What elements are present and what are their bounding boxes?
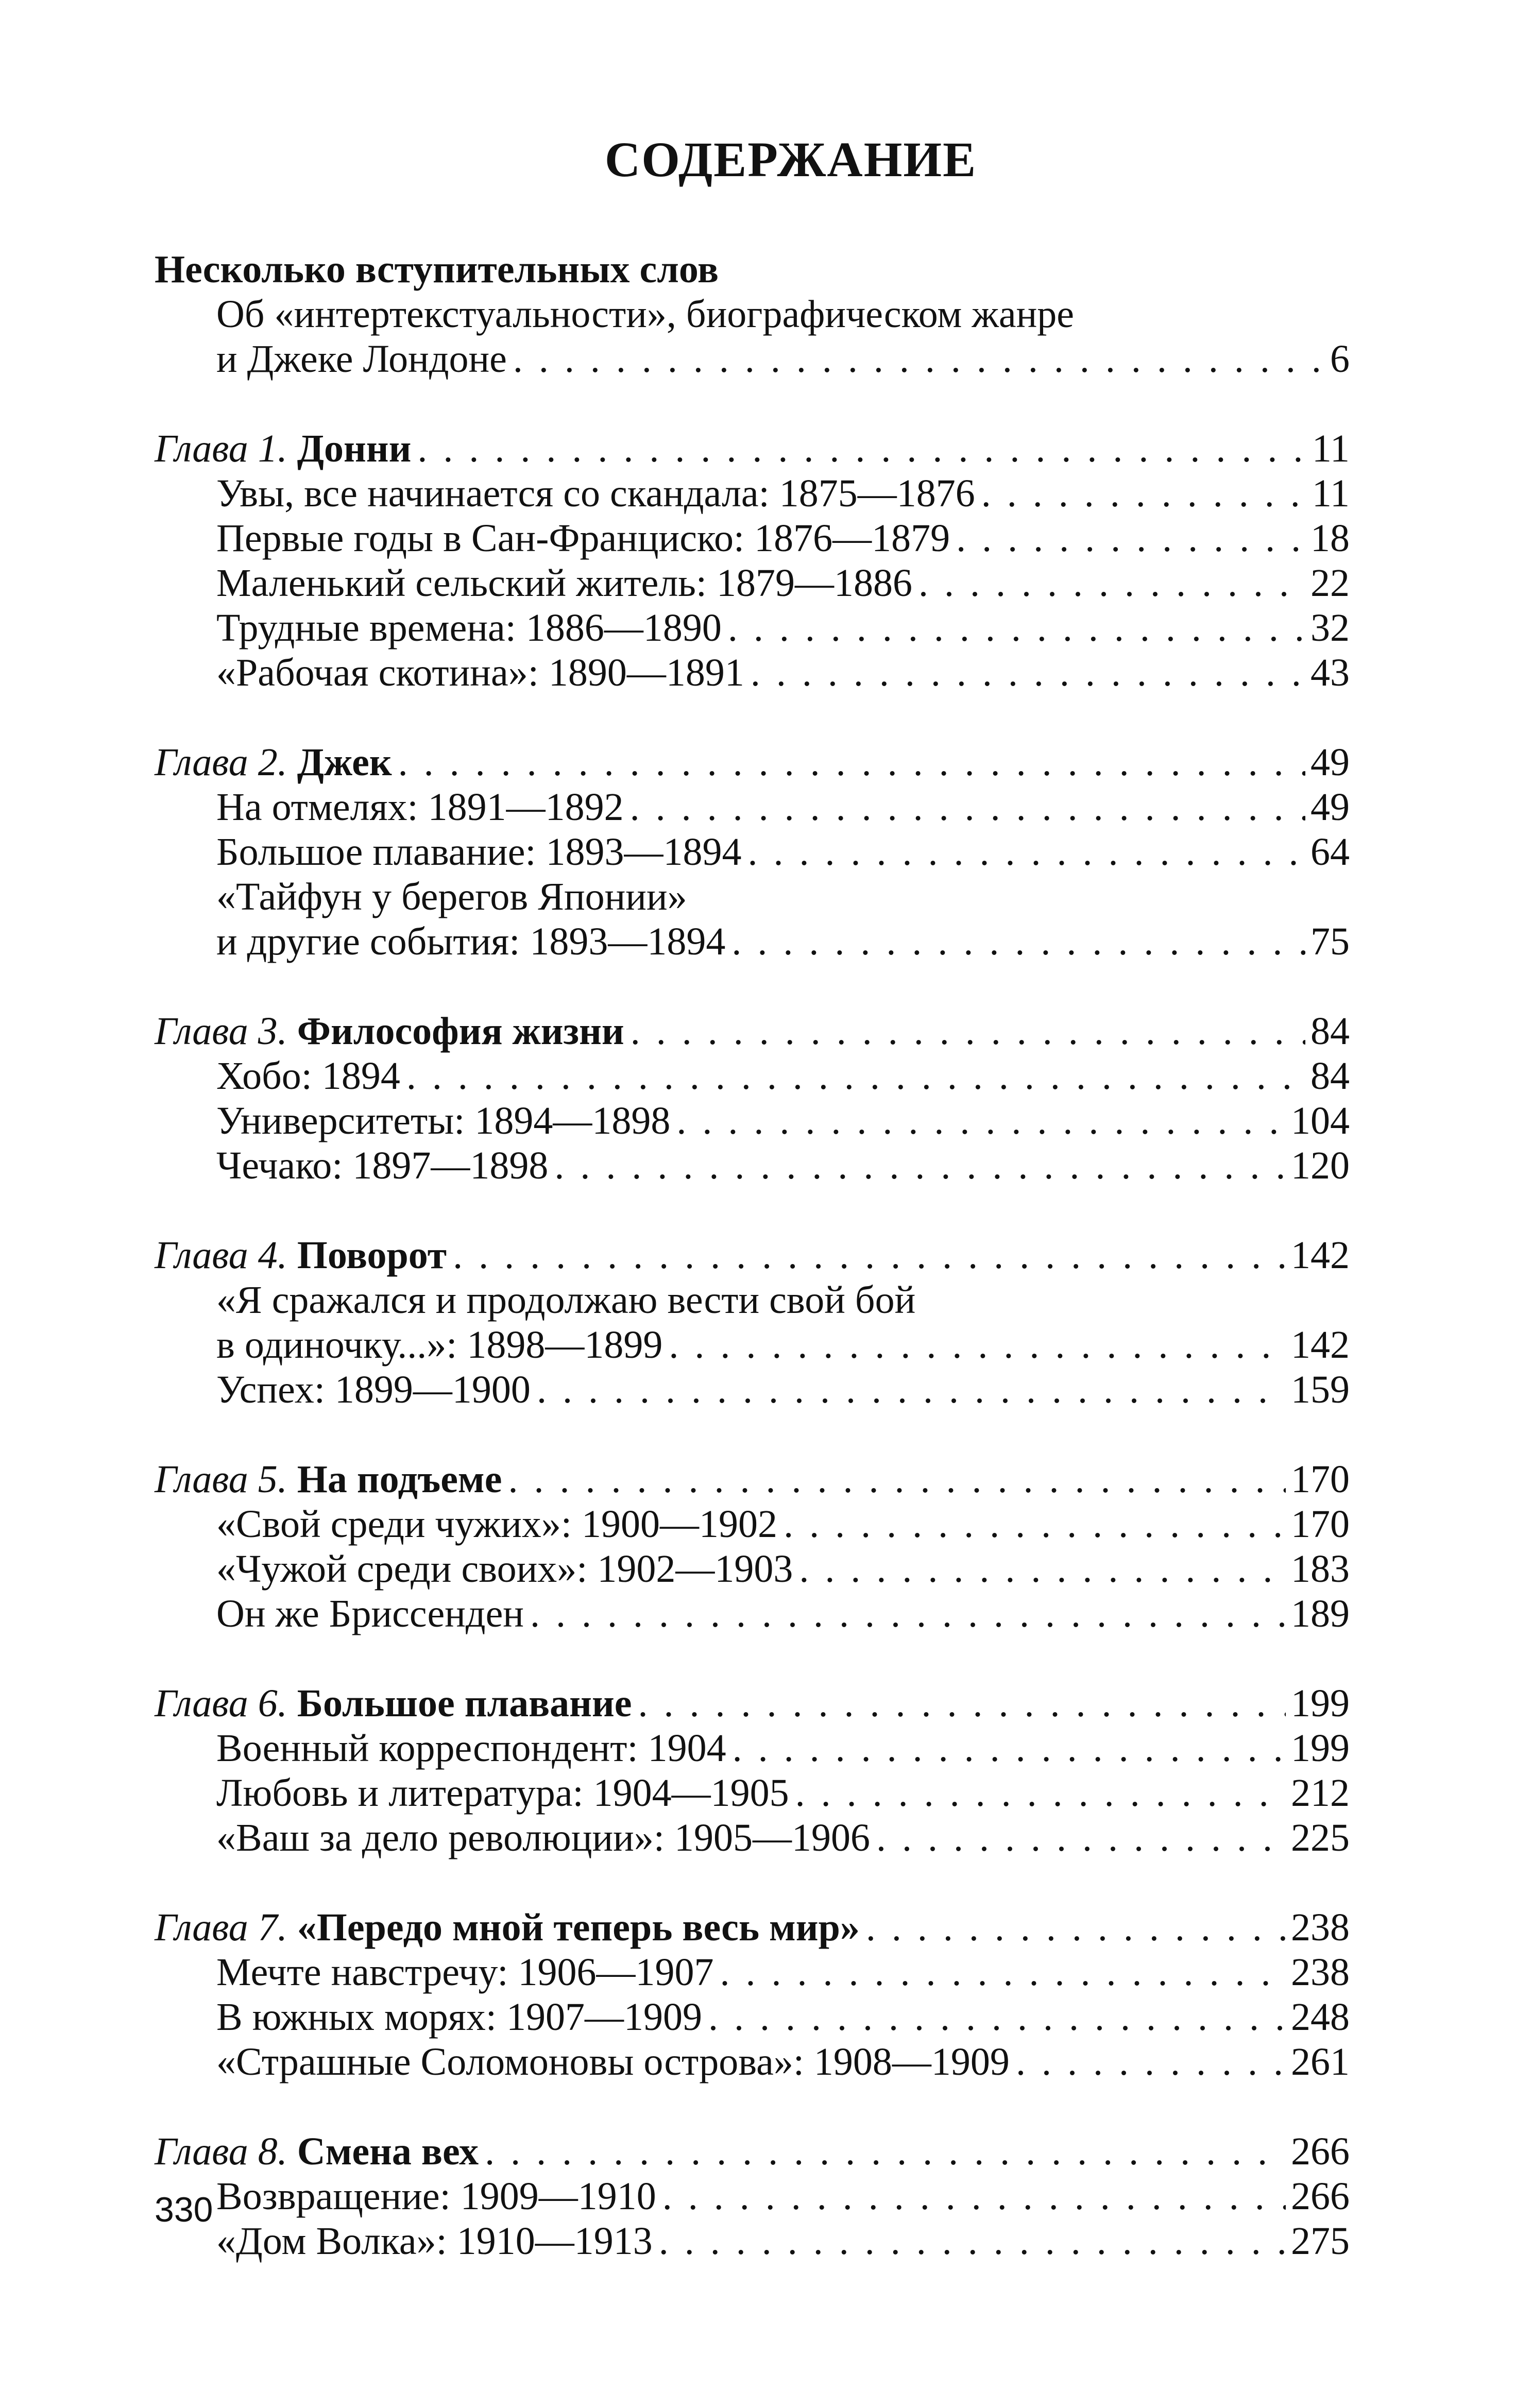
toc-entry-title: «Страшные Соломоновы острова»: 1908—1909 xyxy=(216,2040,1010,2083)
page-ref: 159 xyxy=(1291,1368,1350,1411)
toc-entry-row[interactable] xyxy=(155,1816,1350,1860)
dot-leader xyxy=(453,1233,1286,1278)
page-ref: 170 xyxy=(1291,1502,1350,1546)
page-ref: 6 xyxy=(1330,337,1350,381)
chapter-heading xyxy=(155,1681,632,1726)
section-gap xyxy=(155,964,1350,1009)
dot-leader xyxy=(956,516,1305,561)
page-ref: 261 xyxy=(1291,2040,1350,2083)
page-ref: 189 xyxy=(1291,1592,1350,1635)
chapter-heading xyxy=(155,2129,479,2174)
toc-entry-title: и другие события: 1893—1894 xyxy=(216,920,726,963)
toc-entry-row[interactable] xyxy=(155,1323,1350,1368)
toc-entry-title: Любовь и литература: 1904—1905 xyxy=(216,1771,789,1815)
dot-leader xyxy=(631,1009,1305,1054)
chapter-title: Поворот xyxy=(297,1234,447,1277)
page-ref: 225 xyxy=(1291,1816,1350,1859)
dot-leader xyxy=(417,426,1306,471)
page-ref: 84 xyxy=(1310,1010,1350,1053)
toc-entry-title: Возвращение: 1909—1910 xyxy=(216,2175,656,2218)
dot-leader xyxy=(751,651,1305,695)
chapter-heading-row[interactable] xyxy=(155,1905,1350,1950)
toc-entry-row[interactable] xyxy=(155,606,1350,651)
page-title: СОДЕРЖАНИЕ xyxy=(604,132,977,187)
dot-leader xyxy=(508,1457,1286,1502)
chapter-heading-row[interactable] xyxy=(155,1233,1350,1278)
page-ref: 120 xyxy=(1291,1144,1350,1187)
toc-page xyxy=(155,129,1350,2264)
toc-entry-row[interactable] xyxy=(155,1099,1350,1143)
page-ref: 49 xyxy=(1310,785,1350,829)
page-ref: 142 xyxy=(1291,1234,1350,1277)
toc-entry-row[interactable] xyxy=(155,1592,1350,1636)
dot-leader xyxy=(720,1950,1286,1995)
page-ref: 248 xyxy=(1291,1995,1350,2039)
toc-entry-title: Он же Бриссенден xyxy=(216,1592,524,1635)
toc-entry-row[interactable] xyxy=(155,1502,1350,1547)
toc-entry-row[interactable] xyxy=(155,1771,1350,1816)
page-ref: 43 xyxy=(1310,651,1350,694)
page-ref: 32 xyxy=(1310,606,1350,650)
toc-entry-title: Чечако: 1897—1898 xyxy=(216,1144,549,1187)
page-ref: 11 xyxy=(1312,427,1350,470)
dot-leader xyxy=(676,1099,1286,1143)
toc-entry-title: «Чужой среди своих»: 1902—1903 xyxy=(216,1547,793,1591)
page-ref: 275 xyxy=(1291,2219,1350,2263)
toc-entry-row[interactable] xyxy=(155,1368,1350,1412)
chapter-title: На подъеме xyxy=(297,1458,502,1501)
chapter-label: Глава 2. xyxy=(155,741,287,784)
dot-leader xyxy=(981,471,1307,516)
section-gap xyxy=(155,2085,1350,2129)
dot-leader xyxy=(485,2129,1286,2174)
toc-entry-title: Хобо: 1894 xyxy=(216,1054,400,1098)
toc-entry-row[interactable] xyxy=(155,1054,1350,1099)
chapter-label: Глава 4. xyxy=(155,1234,287,1277)
chapter-label: Глава 3. xyxy=(155,1010,287,1053)
chapter-label: Глава 6. xyxy=(155,1682,287,1725)
dot-leader xyxy=(733,1726,1286,1771)
page-ref: 22 xyxy=(1310,561,1350,605)
chapter-label: Глава 7. xyxy=(155,1906,287,1949)
dot-leader xyxy=(748,830,1305,875)
chapter-heading xyxy=(155,426,411,471)
page-ref: 199 xyxy=(1291,1727,1350,1770)
page-ref: 170 xyxy=(1291,1458,1350,1501)
chapter-heading-row[interactable] xyxy=(155,426,1350,471)
chapter-heading xyxy=(155,1233,447,1278)
toc-entry-title: На отмелях: 1891—1892 xyxy=(216,785,624,829)
chapter-title: Большое плавание xyxy=(297,1682,632,1725)
page-ref: 212 xyxy=(1291,1771,1350,1815)
dot-leader xyxy=(554,1143,1286,1188)
page-ref: 238 xyxy=(1291,1906,1350,1949)
dot-leader xyxy=(918,561,1305,606)
toc-entry-row[interactable] xyxy=(155,2040,1350,2085)
toc-entry-title: В южных морях: 1907—1909 xyxy=(216,1995,702,2039)
section-gap xyxy=(155,1412,1350,1457)
toc-entry-title: Увы, все начинается со скандала: 1875—1876 xyxy=(216,472,975,515)
toc-entry-title: «Дом Волка»: 1910—1913 xyxy=(216,2219,653,2263)
toc-entry-title: «Ваш за дело революции»: 1905—1906 xyxy=(216,1816,870,1859)
chapter-heading-row[interactable] xyxy=(155,740,1350,785)
section-gap xyxy=(155,382,1350,426)
chapter-title: Джек xyxy=(297,741,392,784)
intro-subtitle-row[interactable] xyxy=(155,292,1350,337)
table-of-contents xyxy=(155,247,1350,2264)
toc-entry-title: Университеты: 1894—1898 xyxy=(216,1099,671,1142)
intro-heading: Несколько вступительных слов xyxy=(155,248,719,291)
dot-leader xyxy=(799,1547,1286,1592)
toc-entry-row[interactable] xyxy=(155,1547,1350,1592)
dot-leader xyxy=(638,1681,1286,1726)
toc-entry-row[interactable] xyxy=(155,651,1350,695)
dot-leader xyxy=(731,919,1305,964)
dot-leader xyxy=(530,1592,1286,1636)
dot-leader xyxy=(708,1995,1286,2040)
page-ref: 183 xyxy=(1291,1547,1350,1591)
chapter-heading xyxy=(155,740,392,785)
chapter-title: «Передо мной теперь весь мир» xyxy=(297,1906,860,1949)
dot-leader xyxy=(513,337,1319,382)
chapter-title: Смена вех xyxy=(297,2130,479,2173)
page-ref: 199 xyxy=(1291,1682,1350,1725)
toc-entry-title: «Я сражался и продолжаю вести свой бой xyxy=(216,1278,916,1322)
dot-leader xyxy=(662,2174,1286,2219)
page-ref: 266 xyxy=(1291,2175,1350,2218)
toc-entry-row[interactable] xyxy=(155,1143,1350,1188)
toc-entry-row[interactable] xyxy=(155,1995,1350,2040)
section-gap xyxy=(155,1188,1350,1233)
chapter-heading-row[interactable] xyxy=(155,1457,1350,1502)
chapter-heading xyxy=(155,1905,860,1950)
toc-entry-row[interactable] xyxy=(155,516,1350,561)
toc-entry-row[interactable] xyxy=(155,919,1350,964)
chapter-title: Философия жизни xyxy=(297,1010,624,1053)
dot-leader xyxy=(866,1905,1286,1950)
intro-heading-row[interactable] xyxy=(155,247,1350,292)
chapter-label: Глава 5. xyxy=(155,1458,287,1501)
toc-entry-title: в одиночку...»: 1898—1899 xyxy=(216,1323,663,1367)
chapter-title: Донни xyxy=(297,427,412,470)
chapter-heading-row[interactable] xyxy=(155,2129,1350,2174)
dot-leader xyxy=(784,1502,1286,1547)
page-ref: 11 xyxy=(1312,472,1350,515)
page-ref: 75 xyxy=(1310,920,1350,963)
toc-entry-row[interactable] xyxy=(155,471,1350,516)
section-gap xyxy=(155,1636,1350,1681)
toc-entry-title: Военный корреспондент: 1904 xyxy=(216,1727,726,1770)
page-ref: 238 xyxy=(1291,1951,1350,1994)
page-ref: 49 xyxy=(1310,741,1350,784)
page-number: 330 xyxy=(155,2190,213,2229)
toc-entry-title: «Тайфун у берегов Японии» xyxy=(216,875,687,918)
toc-entry-title: Успех: 1899—1900 xyxy=(216,1368,531,1411)
dot-leader xyxy=(398,740,1305,785)
toc-entry-title: Первые годы в Сан-Франциско: 1876—1879 xyxy=(216,517,950,560)
chapter-list xyxy=(155,382,1350,2264)
intro-subtitle-line2: и Джеке Лондоне xyxy=(216,337,507,381)
dot-leader xyxy=(537,1368,1286,1412)
page-ref: 18 xyxy=(1310,517,1350,560)
dot-leader xyxy=(669,1323,1286,1368)
toc-entry-title: Мечте навстречу: 1906—1907 xyxy=(216,1951,714,1994)
toc-entry-title: Маленький сельский житель: 1879—1886 xyxy=(216,561,913,605)
dot-leader xyxy=(406,1054,1305,1099)
chapter-heading xyxy=(155,1009,624,1054)
page-ref: 266 xyxy=(1291,2130,1350,2173)
dot-leader xyxy=(728,606,1305,651)
section-gap xyxy=(155,695,1350,740)
chapter-heading-row[interactable] xyxy=(155,1009,1350,1054)
page-ref: 64 xyxy=(1310,830,1350,874)
toc-entry-row[interactable] xyxy=(155,1950,1350,1995)
toc-entry-title: Большое плавание: 1893—1894 xyxy=(216,830,742,874)
chapter-heading xyxy=(155,1457,502,1502)
toc-entry-row[interactable] xyxy=(155,2219,1350,2264)
toc-entry-title: «Рабочая скотина»: 1890—1891 xyxy=(216,651,744,694)
toc-entry-row[interactable] xyxy=(155,1278,1350,1323)
toc-entry-row[interactable] xyxy=(155,1726,1350,1771)
intro-subtitle-line1: Об «интертекстуальности», биографическом жанре xyxy=(216,293,1075,336)
dot-leader xyxy=(876,1816,1286,1860)
toc-entry-row[interactable] xyxy=(155,830,1350,875)
toc-entry-row[interactable] xyxy=(155,561,1350,606)
dot-leader xyxy=(1016,2040,1286,2085)
section-gap xyxy=(155,1860,1350,1905)
toc-entry-row[interactable] xyxy=(155,785,1350,830)
page-ref: 84 xyxy=(1310,1054,1350,1098)
dot-leader xyxy=(630,785,1305,830)
dot-leader xyxy=(795,1771,1286,1816)
page-ref: 104 xyxy=(1291,1099,1350,1142)
toc-entry-title: Трудные времена: 1886—1890 xyxy=(216,606,722,650)
chapter-label: Глава 1. xyxy=(155,427,287,470)
toc-entry-title: «Свой среди чужих»: 1900—1902 xyxy=(216,1502,778,1546)
chapter-label: Глава 8. xyxy=(155,2130,287,2173)
dot-leader xyxy=(659,2219,1286,2264)
toc-entry-row[interactable] xyxy=(155,2174,1350,2219)
page-ref: 142 xyxy=(1291,1323,1350,1367)
intro-subtitle-row-2[interactable] xyxy=(155,337,1350,382)
chapter-heading-row[interactable] xyxy=(155,1681,1350,1726)
toc-entry-row[interactable] xyxy=(155,875,1350,919)
